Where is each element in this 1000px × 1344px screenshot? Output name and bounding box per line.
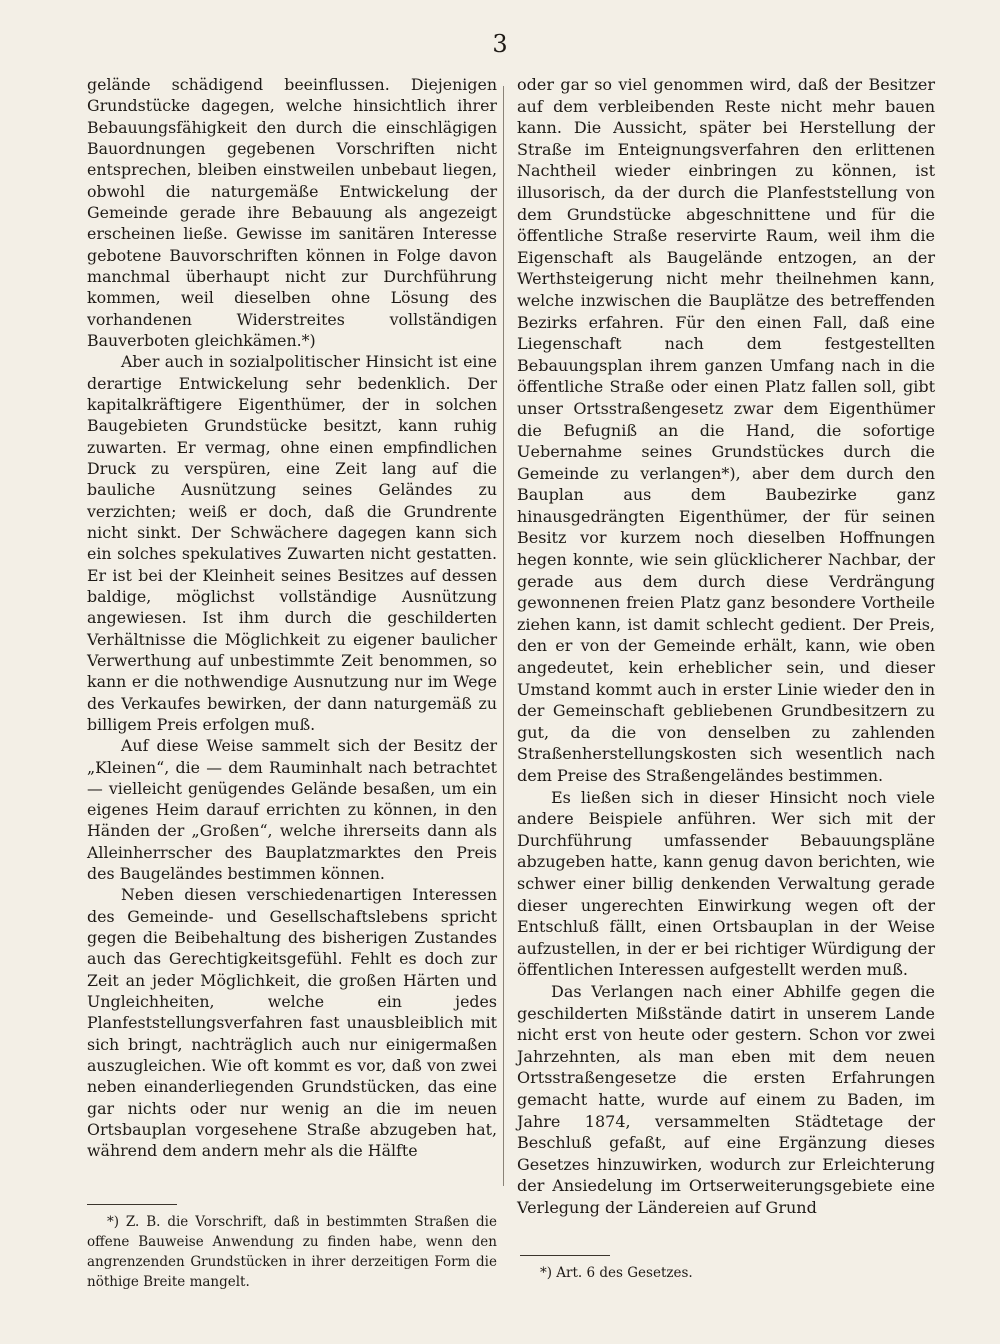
column-divider: [503, 86, 504, 1186]
left-footnote: *) Z. B. die Vorschrift, daß in bestimmten Straßen die offene Bauweise Anwendung zu finden habe, wenn den angrenzenden Grundstücken in ihrer derzeitigen Form die nöthige Breite mangelt.: [87, 1214, 497, 1290]
right-paragraph-1: oder gar so viel genommen wird, daß der Besitzer auf dem verbleibenden Reste nicht mehr bauen kann. Die Aussicht, später bei Herstellung der Straße im Enteignungsverfahren den erlittenen Nachtheil wieder einbringen zu können, ist illusorisch, da der durch die Planfeststellung von dem Grundstücke abgeschnittene und für die öffentliche Straße reservirte Raum, weil ihm die Eigenschaft als Baugelände entzogen, an der Werthsteigerung nicht mehr theilnehmen kann, welche inzwischen die Bauplätze des betreffenden Bezirks erfahren. Für den einen Fall, daß eine Liegenschaft nach dem festgestellten Bebauungsplan ihrem ganzen Umfang nach in die öffentliche Straße oder einen Platz fallen soll, gibt unser Ortsstraßengesetz zwar dem Eigenthümer die Befugniß an die Hand, die sofortige Uebernahme seines Grundstückes durch die Gemeinde zu verlangen*), aber dem durch den Bauplan aus dem Baubezirke ganz hinausgedrängten Eigenthümer, der für seinen Besitz vor kurzem noch dieselben Hoffnungen hegen konnte, wie sein glücklicherer Nachbar, der gerade aus dem durch diese Verdrängung gewonnenen freien Platz ganz besondere Vortheile ziehen kann, ist damit schlecht gedient. Der Preis, den er von der Gemeinde erhält, kann, wie oben angedeutet, kein erheblicher sein, und dieser Umstand kommt auch in erster Linie wieder den in der Gemeinschaft gebliebenen Grundbesitzern zu gut, da die von denselben zu zahlenden Straßenherstellungskosten sich wesentlich nach dem Preise des Straßengeländes bestimmen.: [517, 75, 935, 785]
left-paragraph-3: Auf diese Weise sammelt sich der Besitz der „Kleinen“, die — dem Rauminhalt nach betrachtet — vielleicht genügendes Gelände besaßen, um ein eigenes Heim darauf errichten zu können, in den Händen der „Großen“, welche ihrerseits dann als Alleinherrscher des Bauplatzmarktes den Preis des Baugeländes bestimmen können.: [87, 736, 497, 884]
left-paragraph-4: Neben diesen verschiedenartigen Interessen des Gemeinde- und Gesellschaftslebens spricht gegen die Beibehaltung des bisherigen Zustandes auch das Gerechtigkeitsgefühl. Fehlt es doch zur Zeit an jeder Möglichkeit, die großen Härten und Ungleichheiten, welche ein jedes Planfeststellungsverfahren fast unausbleiblich mit sich bringt, nachträglich auch nur einigermaßen auszugleichen. Wie oft kommt es vor, daß von zwei neben einanderliegenden Grundstücken, das eine gar nichts oder nur wenig an die im neuen Ortsbauplan vorgesehene Straße abzugeben hat, während dem andern mehr als die Hälfte: [87, 885, 497, 1161]
page-number: 3: [492, 30, 508, 58]
right-footnote: *) Art. 6 des Gesetzes.: [540, 1265, 693, 1281]
left-column: [87, 74, 497, 1162]
right-paragraph-2: Es ließen sich in dieser Hinsicht noch viele andere Beispiele anführen. Wer sich mit der Durchführung umfassender Bebauungspläne abzugeben hatte, kann genug davon berichten, wie schwer einer billig denkenden Verwaltung gerade dieser ungerechten Einwirkung wegen oft der Entschluß fällt, einen Ortsbauplan in der Weise aufzustellen, in der er bei richtiger Würdigung der öffentlichen Interessen aufgestellt werden muß.: [517, 787, 935, 980]
right-paragraph-3: Das Verlangen nach einer Abhilfe gegen die geschilderten Mißstände datirt in unserem Lande nicht erst von heute oder gestern. Schon vor zwei Jahrzehnten, als man eben mit dem neuen Ortsstraßengesetze die ersten Erfahrungen gemacht hatte, wurde auf einem zu Baden, im Jahre 1874, versammelten Städtetage der Beschluß gefaßt, auf eine Ergänzung dieses Gesetzes hinzuwirken, wodurch zur Erleichterung der Ansiedelung im Ortserweiterungsgebiete eine Verlegung der Ländereien auf Grund: [517, 981, 935, 1217]
right-footnote-rule: [520, 1255, 610, 1256]
right-column: [517, 74, 935, 1218]
left-paragraph-1: gelände schädigend beeinflussen. Diejenigen Grundstücke dagegen, welche hinsichtlich ihrer Bebauungsfähigkeit den durch die einschlägigen Bauordnungen gegebenen Vorschriften nicht entsprechen, bleiben einstweilen unbebaut liegen, obwohl die naturgemäße Entwickelung der Gemeinde gerade ihre Bebauung als angezeigt erscheinen ließe. Gewisse im sanitären Interesse gebotene Bauvorschriften können in Folge davon manchmal überhaupt nicht zur Durchführung kommen, weil dieselben ohne Lösung des vorhandenen Widerstreites vollständigen Bauverboten gleichkämen.*): [87, 75, 497, 350]
left-footnote-rule: [87, 1204, 177, 1205]
left-paragraph-2: Aber auch in sozialpolitischer Hinsicht ist eine derartige Entwickelung sehr bedenklich. Der kapitalkräftigere Eigenthümer, der in solchen Baugebieten Grundstücke besitzt, kann ruhig zuwarten. Er vermag, ohne einen empfindlichen Druck zu verspüren, eine Zeit lang auf die bauliche Ausnützung seines Geländes zu verzichten; weiß er doch, daß die Grundrente nicht sinkt. Der Schwächere dagegen kann sich ein solches spekulatives Zuwarten nicht gestatten. Er ist bei der Kleinheit seines Besitzes auf dessen baldige, möglichst vollständige Ausnützung angewiesen. Ist ihm durch die geschilderten Verhältnisse die Möglichkeit zu eigener baulicher Verwerthung auf unbestimmte Zeit benommen, so kann er die nothwendige Ausnutzung nur im Wege des Verkaufes bewirken, der dann naturgemäß zu billigem Preis erfolgen muß.: [87, 352, 497, 734]
